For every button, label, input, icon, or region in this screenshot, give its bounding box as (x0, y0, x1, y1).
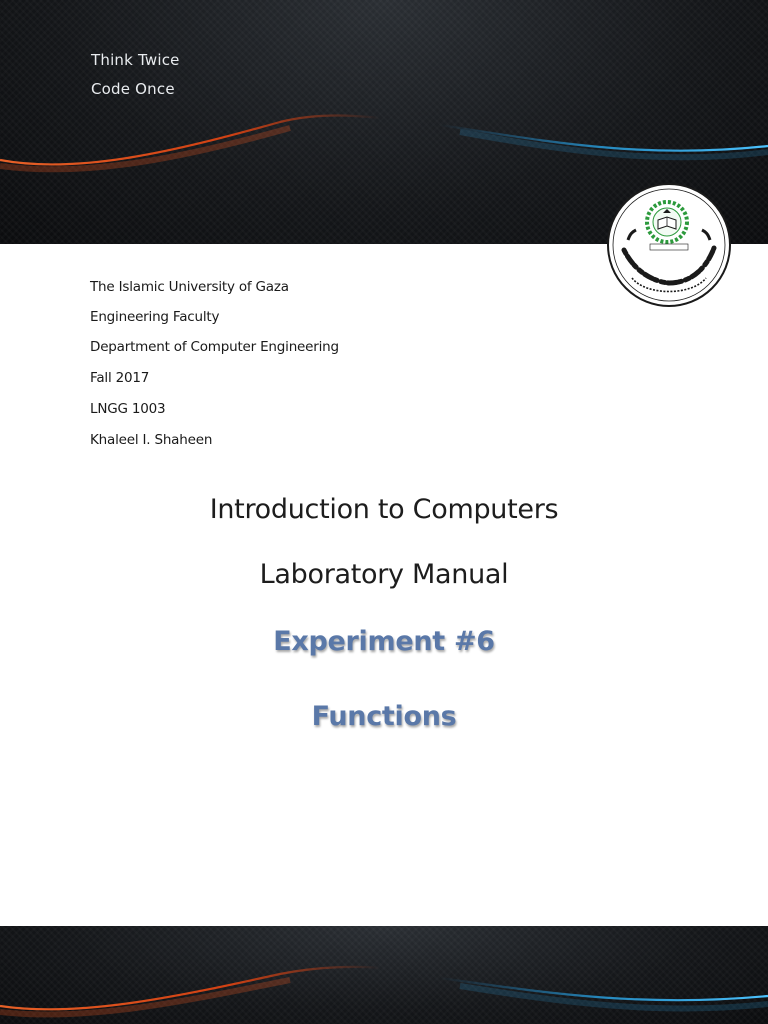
faculty-name: Engineering Faculty (90, 309, 220, 325)
author-name: Khaleel I. Shaheen (90, 432, 213, 448)
term: Fall 2017 (90, 370, 150, 386)
decorative-swoosh-bottom (0, 926, 768, 1024)
course-title: Introduction to Computers (209, 494, 559, 525)
department-name: Department of Computer Engineering (90, 339, 339, 355)
manual-title: Laboratory Manual (259, 559, 509, 590)
university-name: The Islamic University of Gaza (90, 279, 289, 295)
experiment-heading: Experiment #6 (273, 626, 495, 657)
topic-heading: Functions (311, 701, 457, 732)
course-code: LNGG 1003 (90, 401, 166, 417)
tagline-think-twice: Think Twice (91, 51, 180, 69)
tagline-code-once: Code Once (91, 80, 175, 98)
university-seal-icon (606, 182, 732, 308)
footer-banner (0, 926, 768, 1024)
